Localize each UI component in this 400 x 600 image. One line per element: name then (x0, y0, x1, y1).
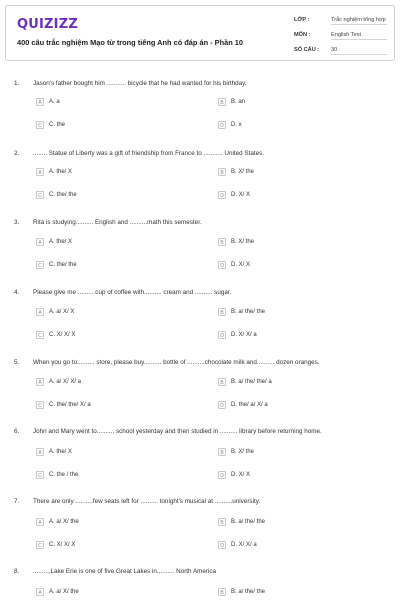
option-letter-box: D (218, 121, 226, 129)
option-d[interactable] (218, 541, 257, 551)
worksheet-header (5, 5, 395, 61)
question-number: 5. (14, 359, 20, 366)
option-text: D. x (231, 122, 242, 128)
question-number: 1. (14, 80, 20, 87)
question-text: Please give me ..........cup of coffee with.......... cream and .......... sugar. (33, 289, 232, 296)
option-letter-box: D (218, 191, 226, 199)
option-a[interactable] (36, 378, 81, 388)
option-letter-box: D (218, 401, 226, 409)
meta-label: LỚP : (294, 17, 310, 23)
option-b[interactable] (218, 448, 254, 458)
option-c[interactable] (36, 261, 77, 271)
question-number: 8. (14, 568, 20, 575)
option-text: B. X/ the (231, 239, 255, 245)
option-letter-box: C (36, 191, 44, 199)
option-text: C. the/ the/ X/ a (49, 402, 91, 408)
option-text: D. X/ X/ a (231, 542, 257, 548)
option-c[interactable] (36, 191, 77, 201)
option-letter-box: A (36, 98, 44, 106)
option-text: A. the/ X (49, 449, 73, 455)
question-text: ........ Statue of Liberty was a gift of friendship from France to ........... United States. (33, 150, 264, 157)
option-letter-box: A (36, 588, 44, 596)
option-text: A. a/ X/ the (49, 589, 79, 595)
question-number: 2. (14, 150, 20, 157)
option-d[interactable] (218, 401, 268, 411)
question-number: 7. (14, 498, 20, 505)
option-text: B. X/ the (231, 169, 255, 175)
question-text: There are only ..........few seats left for .......... tonight's musical at ..........university. (33, 498, 261, 505)
option-c[interactable] (36, 331, 75, 341)
option-d[interactable] (218, 471, 250, 481)
option-b[interactable] (218, 518, 265, 528)
option-text: C. the / the (49, 472, 79, 478)
question-number: 6. (14, 428, 20, 435)
option-d[interactable] (218, 261, 250, 271)
option-d[interactable] (218, 191, 250, 201)
question-number: 4. (14, 289, 20, 296)
option-letter-box: A (36, 238, 44, 246)
option-d[interactable] (218, 121, 242, 131)
option-text: C. X/ X/ X (49, 542, 76, 548)
option-letter-box: A (36, 448, 44, 456)
option-text: D. X/ X (231, 192, 251, 198)
meta-value: Trắc nghiệm tổng hợp (331, 17, 386, 23)
option-b[interactable] (218, 238, 254, 248)
option-letter-box: D (218, 541, 226, 549)
option-letter-box: B (218, 308, 226, 316)
option-letter-box: C (36, 401, 44, 409)
option-c[interactable] (36, 401, 91, 411)
meta-value: English Test (331, 32, 387, 40)
option-letter-box: A (36, 518, 44, 526)
question-text: When you go to.......... store, please buy.......... bottle of ..........chocolate milk and.......... dozen oranges. (33, 359, 320, 366)
option-letter-box: B (218, 588, 226, 596)
option-text: B. a/ the/ the (231, 309, 266, 315)
option-letter-box: B (218, 238, 226, 246)
option-letter-box: B (218, 518, 226, 526)
option-d[interactable] (218, 331, 257, 341)
option-c[interactable] (36, 541, 75, 551)
option-text: B. a/ the/ the (231, 519, 266, 525)
option-text: B. a/ the/ the (231, 589, 266, 595)
option-letter-box: D (218, 331, 226, 339)
option-a[interactable] (36, 308, 74, 318)
option-letter-box: D (218, 261, 226, 269)
option-letter-box: C (36, 331, 44, 339)
option-letter-box: D (218, 471, 226, 479)
option-letter-box: A (36, 168, 44, 176)
option-b[interactable] (218, 308, 265, 318)
option-text: C. X/ X/ X (49, 332, 76, 338)
question-text: Rita is studying.......... English and ..........math this semester. (33, 219, 202, 226)
option-a[interactable] (36, 98, 60, 108)
option-c[interactable] (36, 121, 65, 131)
option-b[interactable] (218, 168, 254, 178)
meta-label: MÔN : (294, 32, 311, 38)
option-letter-box: B (218, 168, 226, 176)
option-text: A. a/ X/ the (49, 519, 79, 525)
option-text: A. a/ X/ X/ a (49, 379, 82, 385)
option-text: A. a/ X/ X (49, 309, 75, 315)
option-letter-box: C (36, 541, 44, 549)
option-b[interactable] (218, 98, 245, 108)
question-text: Jason's father bought him ........... bicycle that he had wanted for his birthday. (33, 80, 247, 87)
option-letter-box: C (36, 261, 44, 269)
option-letter-box: C (36, 121, 44, 129)
option-text: B. X/ the (231, 449, 255, 455)
option-text: A. the/ X (49, 169, 73, 175)
option-letter-box: B (218, 448, 226, 456)
option-text: D. X/ X/ a (231, 332, 257, 338)
option-letter-box: C (36, 471, 44, 479)
option-text: B. an (231, 99, 246, 105)
option-text: C. the (49, 122, 66, 128)
option-b[interactable] (218, 378, 272, 388)
option-letter-box: B (218, 378, 226, 386)
meta-value: 30 (331, 47, 387, 55)
option-text: C. the/ the (49, 192, 77, 198)
option-letter-box: A (36, 378, 44, 386)
question-text: ..........Lake Erie is one of five Great Lakes in.......... North America (33, 568, 217, 575)
option-a[interactable] (36, 168, 72, 178)
option-text: A. a (49, 99, 60, 105)
option-a[interactable] (36, 518, 79, 528)
question-number: 3. (14, 219, 20, 226)
worksheet-title: 400 câu trắc nghiệm Mạo từ trong tiếng Anh có đáp án - Phần 10 (17, 38, 244, 47)
option-text: A. the/ X (49, 239, 73, 245)
option-a[interactable] (36, 238, 72, 248)
option-text: D. X/ X (231, 262, 251, 268)
quizizz-logo[interactable]: QUIZIZZ (17, 17, 78, 32)
option-text: C. the/ the (49, 262, 77, 268)
option-a[interactable] (36, 588, 79, 598)
option-b[interactable] (218, 588, 265, 598)
question-text: John and Mary went to.......... school yesterday and then studied in .......... library before returning home. (33, 428, 322, 435)
option-text: D. the/ a/ X/ a (231, 402, 268, 408)
option-letter-box: B (218, 98, 226, 106)
option-letter-box: A (36, 308, 44, 316)
option-a[interactable] (36, 448, 72, 458)
option-c[interactable] (36, 471, 78, 481)
option-text: B. a/ the/ the/ a (231, 379, 272, 385)
option-text: D. X/ X (231, 472, 251, 478)
meta-label: SỐ CÂU : (294, 47, 320, 53)
